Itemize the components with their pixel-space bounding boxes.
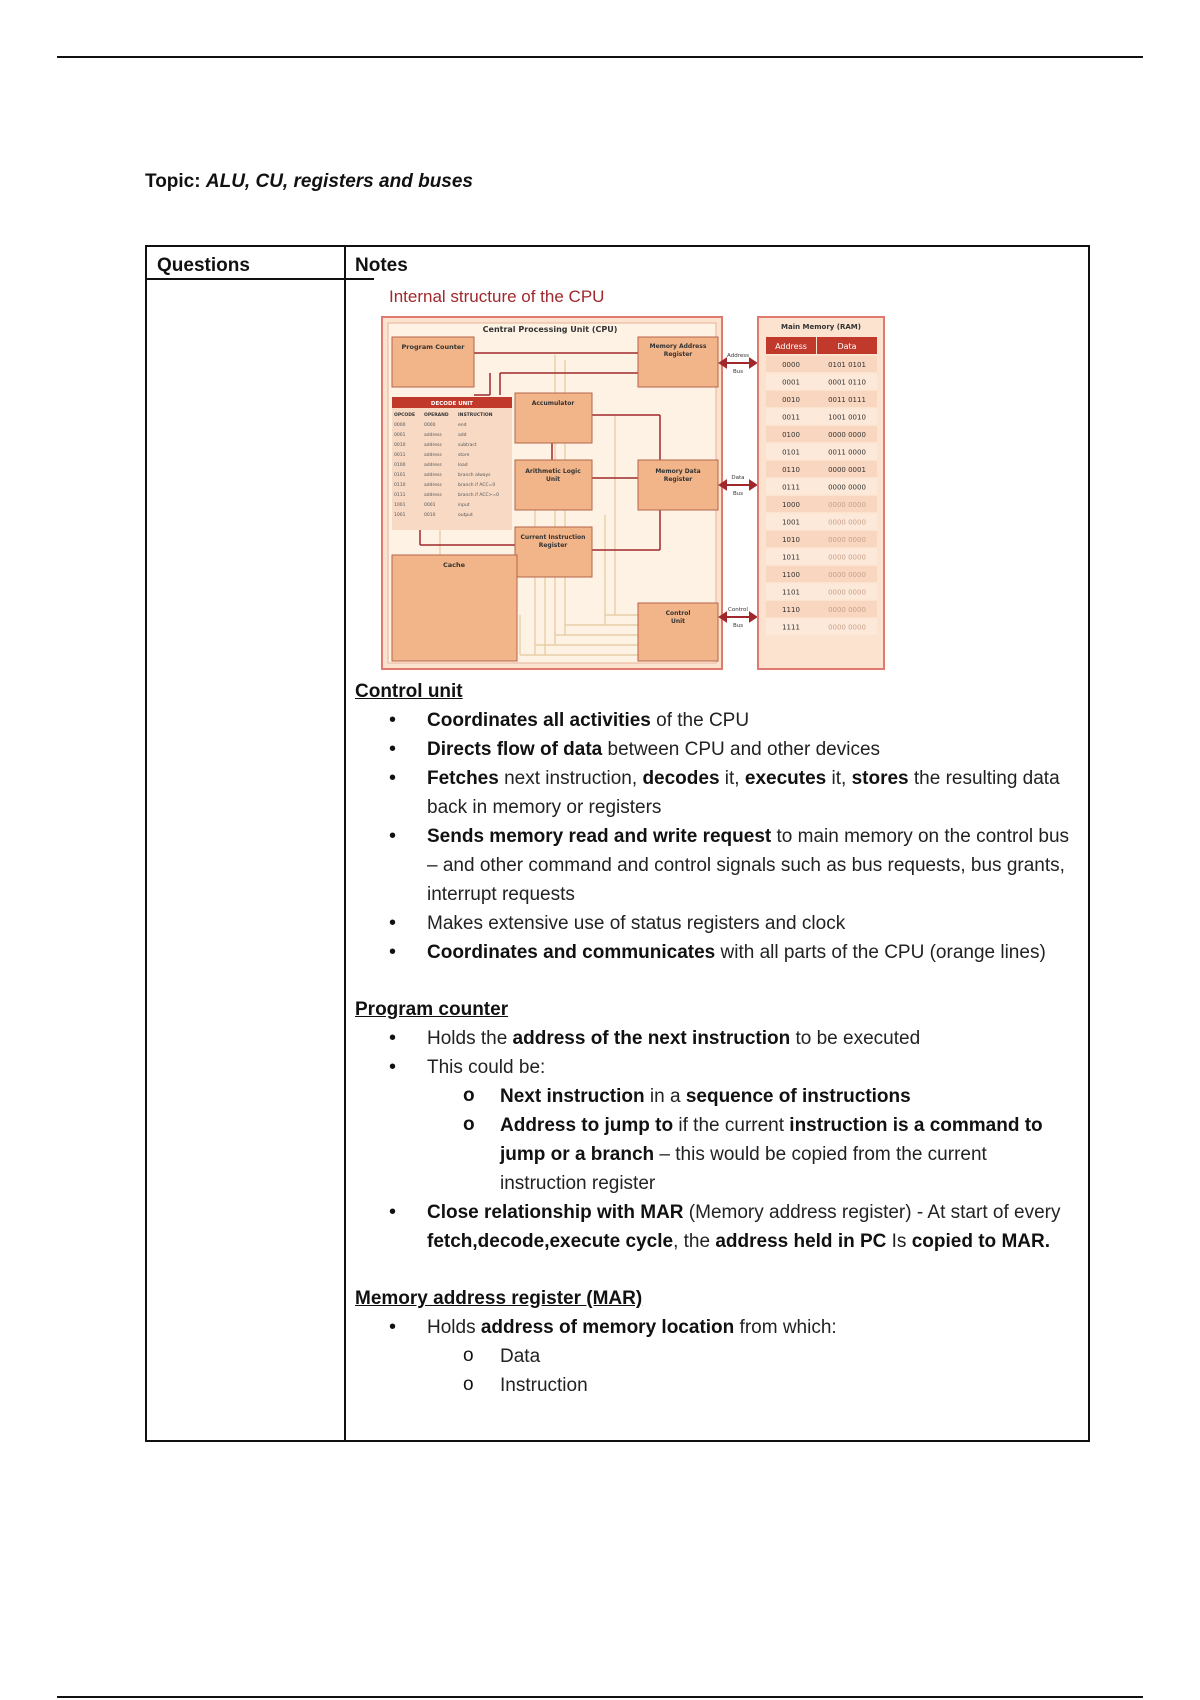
bus-arrows (720, 359, 756, 621)
decode-cell: output (458, 513, 473, 518)
sub-list-item: o Address to jump to if the current instruction is a command to jump or a branch – this would be copied from the current instruction register (355, 1111, 1075, 1198)
list-item: • This could be: (355, 1053, 1075, 1082)
section-title-program-counter: Program counter (355, 999, 509, 1020)
ram-address-cell: 1001 (782, 518, 800, 527)
topic-heading: Topic: ALU, CU, registers and buses (145, 171, 473, 192)
cir-label-2: Register (538, 542, 568, 549)
ram-address-cell: 1000 (782, 501, 800, 509)
decode-cell: address (424, 493, 442, 498)
figure-caption: Internal structure of the CPU (389, 287, 605, 306)
header-underline (344, 278, 374, 280)
ram-data-cell: 0000 0000 (828, 588, 866, 597)
questions-header: Questions (157, 255, 250, 276)
program-counter-label: Program Counter (401, 343, 465, 351)
decode-header: OPERAND (424, 413, 449, 418)
decode-cell: end (458, 423, 467, 428)
alu-label-1: Arithmetic Logic (525, 468, 581, 475)
section-title-mar: Memory address register (MAR) (355, 1288, 643, 1309)
cpu-title: Central Processing Unit (CPU) (482, 325, 618, 334)
control-unit-label-1: Control (665, 610, 691, 617)
control-bus-label-1: Control (728, 607, 748, 613)
ram-data-cell: 0000 0000 (828, 483, 866, 492)
cache-box (392, 555, 517, 661)
ram-address-cell: 0001 (782, 378, 800, 387)
header-rule (57, 56, 1143, 58)
ram-data-cell: 0000 0000 (828, 518, 866, 527)
decode-cell: address (424, 483, 442, 488)
decode-cell: 0011 (394, 453, 406, 458)
address-bus-label-2: Bus (732, 369, 744, 375)
accumulator-label: Accumulator (531, 400, 575, 407)
list-item: • Makes extensive use of status registers and clock (355, 909, 1075, 938)
decode-cell: store (458, 453, 470, 458)
list-item: • Coordinates all activities of the CPU (355, 706, 1075, 735)
decode-cell: 0100 (394, 463, 406, 468)
decode-cell: branch always (458, 473, 491, 478)
control-bus-label-2: Bus (732, 623, 744, 629)
data-bus-label-2: Bus (732, 491, 744, 497)
program-counter-list (355, 1024, 1075, 1256)
sub-list-item: o Instruction (355, 1371, 1075, 1400)
address-bus-label-1: Address (727, 353, 749, 359)
ram-data-cell: 0000 0000 (828, 553, 866, 562)
ram-address-cell: 0100 (782, 431, 800, 439)
ram-data-cell: 0101 0101 (828, 361, 866, 369)
ram-data-cell: 0000 0000 (828, 606, 866, 614)
decode-cell: 0101 (394, 473, 406, 478)
decode-cell: address (424, 473, 442, 478)
ram-data-cell: 0000 0000 (828, 536, 866, 544)
decode-cell: 0010 (424, 513, 436, 518)
list-item: • Coordinates and communicates with all parts of the CPU (orange lines) (355, 938, 1075, 967)
decode-cell: 0001 (424, 503, 436, 508)
cache-label: Cache (442, 561, 466, 569)
decode-cell: address (424, 443, 442, 448)
decode-cell: 0111 (394, 493, 406, 498)
decode-header: INSTRUCTION (458, 413, 493, 418)
list-item: • Directs flow of data between CPU and other devices (355, 735, 1075, 764)
notes-content (355, 677, 1075, 1400)
decode-cell: address (424, 463, 442, 468)
list-item: • Holds the address of the next instruction to be executed (355, 1024, 1075, 1053)
topic-title: ALU, CU, registers and buses (205, 171, 473, 192)
mar-list (355, 1313, 1075, 1400)
sub-list-item: o Next instruction in a sequence of instructions (355, 1082, 1075, 1111)
ram-address-cell: 1011 (782, 553, 800, 562)
ram-address-cell: 1101 (782, 588, 800, 597)
list-item: • Fetches next instruction, decodes it, executes it, stores the resulting data back in memory or registers (355, 764, 1075, 822)
ram-data-cell: 0000 0000 (828, 501, 866, 509)
ram-address-cell: 1110 (782, 606, 800, 614)
control-unit-list (355, 706, 1075, 967)
cornell-notes-table (145, 245, 1090, 1442)
ram-data-cell: 0001 0110 (828, 378, 866, 387)
mdr-label-2: Register (663, 476, 693, 483)
section-title-control-unit: Control unit (355, 681, 463, 702)
ram-address-cell: 0000 (782, 361, 800, 369)
ram-data-cell: 0000 0000 (828, 571, 866, 579)
ram-header-data-label: Data (837, 342, 857, 351)
mar-label-1: Memory Address (649, 343, 707, 350)
ram-address-cell: 0110 (782, 466, 800, 474)
decode-cell: branch if ACC>=0 (458, 493, 500, 498)
decode-cell: subtract (458, 443, 477, 448)
decode-cell: load (458, 463, 468, 468)
alu-label-2: Unit (545, 476, 561, 483)
mar-label-2: Register (663, 351, 693, 358)
decode-unit-title: DECODE UNIT (430, 401, 474, 407)
mdr-label-1: Memory Data (655, 468, 701, 475)
ram-title: Main Memory (RAM) (781, 323, 861, 331)
decode-cell: 0000 (424, 423, 436, 428)
header-underline (147, 278, 346, 280)
list-item: • Holds address of memory location from which: (355, 1313, 1075, 1342)
decode-header: OPCODE (394, 413, 416, 418)
ram-data-cell: 0011 0111 (828, 396, 866, 404)
ram-address-cell: 0011 (782, 413, 800, 422)
cpu-diagram (380, 315, 900, 675)
ram-address-cell: 1100 (782, 571, 800, 579)
cir-label-1: Current Instruction (520, 534, 586, 541)
decode-cell: 0000 (394, 423, 406, 428)
decode-cell: 0001 (394, 433, 406, 438)
decode-cell: 0010 (394, 443, 406, 448)
ram-address-cell: 1010 (782, 536, 800, 544)
decode-cell: 1001 (394, 513, 406, 518)
notes-header: Notes (355, 255, 408, 276)
ram-data-cell: 0000 0001 (828, 466, 866, 474)
list-item: • Close relationship with MAR (Memory address register) - At start of every fetch,decode,execute cycle, the address held in PC Is copied to MAR. (355, 1198, 1075, 1256)
ram-data-cell: 1001 0010 (828, 413, 866, 422)
decode-cell: address (424, 433, 442, 438)
decode-cell: address (424, 453, 442, 458)
decode-cell: 1001 (394, 503, 406, 508)
footer-rule (57, 1696, 1143, 1698)
decode-cell: branch if ACC=0 (458, 483, 496, 488)
ram-data-cell: 0011 0000 (828, 448, 866, 457)
decode-cell: 0110 (394, 483, 406, 488)
ram-data-cell: 0000 0000 (828, 623, 866, 632)
ram-address-cell: 1111 (782, 623, 800, 632)
ram-address-cell: 0111 (782, 483, 800, 492)
decode-cell: input (458, 503, 470, 508)
ram-address-cell: 0101 (782, 448, 800, 457)
list-item: • Sends memory read and write request to main memory on the control bus – and other command and control signals such as bus requests, bus grants, interrupt requests (355, 822, 1075, 909)
decode-cell: add (458, 433, 467, 438)
ram-data-cell: 0000 0000 (828, 431, 866, 439)
ram-header-address-label: Address (775, 342, 807, 351)
data-bus-label-1: Data (731, 475, 745, 481)
control-unit-label-2: Unit (670, 618, 686, 625)
sub-list-item: o Data (355, 1342, 1075, 1371)
ram-address-cell: 0010 (782, 396, 800, 404)
column-divider (344, 247, 346, 1440)
